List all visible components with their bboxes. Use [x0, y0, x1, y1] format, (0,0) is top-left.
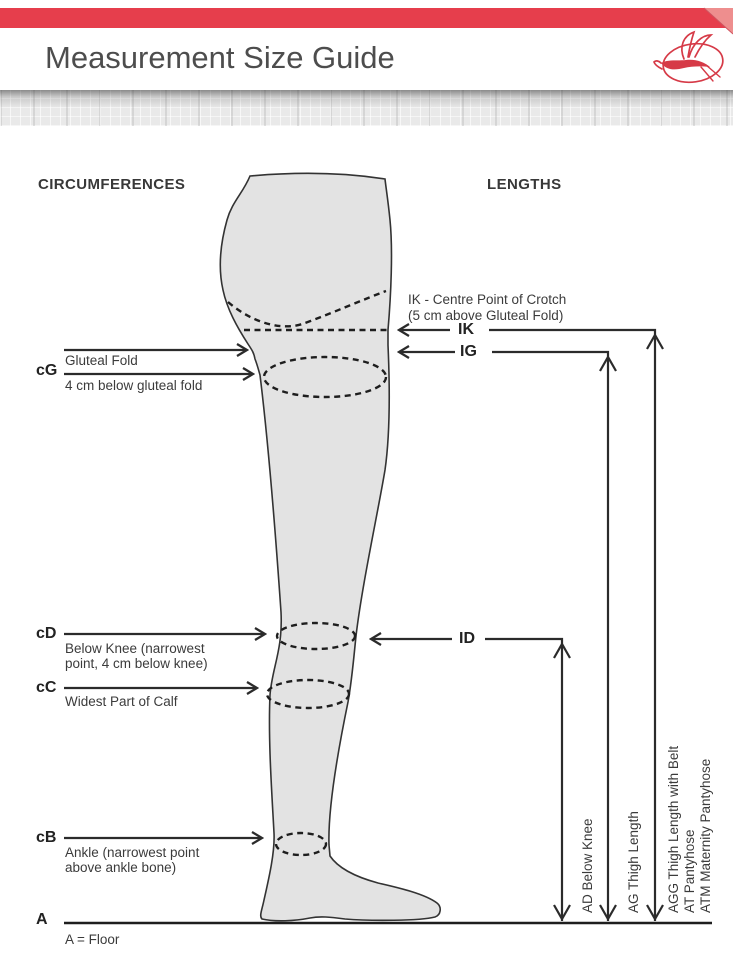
circumferences-heading: CIRCUMFERENCES	[38, 176, 186, 193]
ik-note	[408, 292, 566, 324]
lengths-heading: LENGTHS	[487, 176, 562, 193]
cd-label-line1: Below Knee (narrowest	[65, 641, 205, 656]
cb-code: cB	[36, 829, 57, 846]
cb-label-line2: above ankle bone)	[65, 860, 177, 875]
cc-label: Widest Part of Calf	[65, 694, 178, 709]
floor-code: A	[36, 911, 48, 928]
ag-thigh-length-label: AG Thigh Length	[626, 811, 641, 913]
agg-label-line3: ATM Maternity Pantyhose	[698, 758, 713, 913]
cg-code: cG	[36, 362, 58, 379]
cd-code: cD	[36, 625, 57, 642]
ig-code: IG	[460, 343, 477, 360]
cb-label	[65, 845, 199, 875]
id-code: ID	[459, 630, 475, 647]
ik-note-line1: IK - Centre Point of Crotch	[408, 292, 567, 307]
agg-label-line2: AT Pantyhose	[682, 829, 697, 913]
id-arrow-right	[485, 639, 562, 921]
ik-code: IK	[458, 321, 474, 338]
gluteal-fold-label: Gluteal Fold	[65, 353, 138, 368]
cg-label: 4 cm below gluteal fold	[65, 378, 203, 393]
ad-below-knee-label: AD Below Knee	[580, 818, 595, 913]
cc-code: cC	[36, 679, 57, 696]
floor-label: A = Floor	[65, 932, 120, 947]
agg-labels	[666, 746, 714, 913]
agg-label-line1: AGG Thigh Length with Belt	[666, 745, 681, 913]
ik-note-line2: (5 cm above Gluteal Fold)	[408, 308, 564, 323]
cd-label	[65, 641, 208, 671]
leg-silhouette	[220, 173, 440, 921]
page-title: Measurement Size Guide	[45, 40, 395, 75]
cb-label-line1: Ankle (narrowest point	[65, 845, 200, 860]
cd-label-line2: point, 4 cm below knee)	[65, 656, 208, 671]
